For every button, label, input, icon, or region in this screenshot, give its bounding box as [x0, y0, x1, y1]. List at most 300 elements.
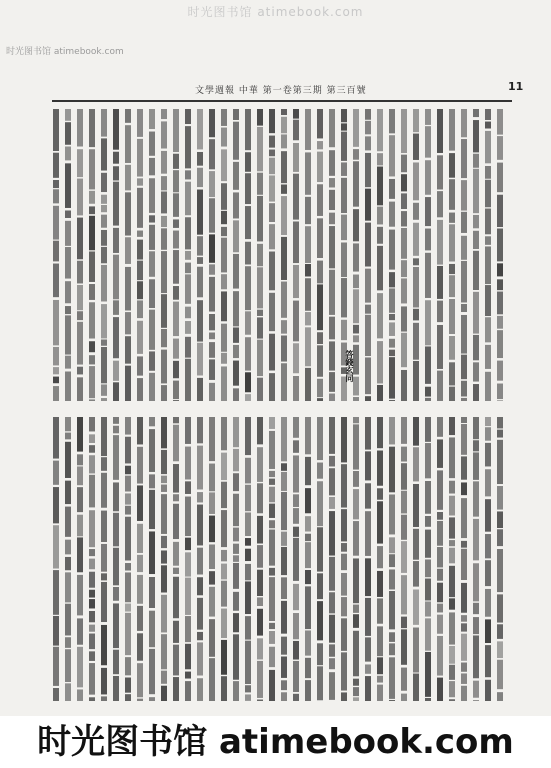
- text-glyph-run: [389, 400, 395, 401]
- text-glyph-run: [341, 242, 347, 277]
- text-glyph-run: [209, 264, 215, 274]
- text-glyph-run: [389, 322, 395, 336]
- text-glyph-run: [353, 149, 359, 160]
- text-glyph-run: [461, 381, 467, 397]
- text-glyph-run: [473, 362, 479, 381]
- text-glyph-run: [161, 216, 167, 227]
- text-glyph-run: [269, 203, 275, 222]
- text-glyph-run: [77, 454, 83, 465]
- text-glyph-run: [65, 557, 71, 570]
- text-glyph-run: [437, 470, 443, 509]
- text-glyph-run: [113, 300, 119, 315]
- text-glyph-run: [281, 547, 287, 575]
- text-glyph-run: [89, 625, 95, 632]
- text-glyph-run: [209, 516, 215, 543]
- text-glyph-run: [65, 507, 71, 537]
- text-glyph-run: [185, 263, 191, 274]
- text-glyph-run: [113, 255, 119, 300]
- text-glyph-run: [77, 647, 83, 688]
- text-glyph-run: [233, 345, 239, 358]
- text-glyph-run: [293, 455, 299, 492]
- text-glyph-run: [329, 672, 335, 700]
- text-glyph-run: [497, 316, 503, 329]
- text-glyph-run: [233, 449, 239, 471]
- text-glyph-run: [341, 162, 347, 176]
- text-glyph-run: [77, 466, 83, 485]
- text-glyph-run: [257, 609, 263, 636]
- text-glyph-run: [209, 658, 215, 701]
- text-glyph-run: [449, 540, 455, 546]
- text-glyph-run: [425, 253, 431, 298]
- text-glyph-run: [353, 209, 359, 241]
- text-glyph-run: [269, 158, 275, 175]
- text-glyph-run: [197, 109, 203, 149]
- text-glyph-run: [437, 583, 443, 603]
- text-glyph-run: [125, 694, 131, 701]
- text-glyph-run: [449, 612, 455, 644]
- text-glyph-run: [365, 153, 371, 187]
- text-glyph-run: [233, 122, 239, 160]
- text-glyph-run: [209, 619, 215, 657]
- text-glyph-run: [137, 378, 143, 401]
- text-glyph-run: [137, 663, 143, 697]
- text-glyph-run: [149, 490, 155, 529]
- text-glyph-run: [185, 321, 191, 334]
- text-glyph-run: [137, 633, 143, 660]
- text-glyph-run: [77, 575, 83, 616]
- text-glyph-run: [125, 506, 131, 515]
- text-glyph-run: [293, 265, 299, 298]
- text-glyph-run: [281, 472, 287, 491]
- text-glyph-run: [497, 430, 503, 438]
- text-glyph-run: [89, 651, 95, 661]
- text-glyph-run: [425, 346, 431, 383]
- text-glyph-run: [173, 302, 179, 337]
- text-glyph-run: [53, 180, 59, 188]
- text-glyph-run: [53, 241, 59, 262]
- text-glyph-run: [425, 559, 431, 577]
- text-glyph-run: [101, 457, 107, 471]
- text-glyph-run: [437, 301, 443, 323]
- text-glyph-run: [305, 152, 311, 194]
- text-glyph-run: [221, 510, 227, 547]
- bottom-watermark-text: 时光图书馆 atimebook.com: [37, 722, 514, 762]
- text-glyph-run: [125, 312, 131, 334]
- text-glyph-run: [149, 279, 155, 308]
- text-glyph-run: [233, 528, 239, 542]
- text-glyph-run: [497, 384, 503, 400]
- text-glyph-run: [449, 299, 455, 334]
- text-glyph-run: [125, 417, 131, 435]
- text-glyph-run: [449, 566, 455, 597]
- text-glyph-run: [125, 267, 131, 311]
- text-glyph-run: [413, 267, 419, 307]
- text-glyph-run: [341, 278, 347, 317]
- text-glyph-run: [185, 644, 191, 669]
- text-glyph-run: [269, 136, 275, 148]
- text-glyph-run: [269, 487, 275, 503]
- text-glyph-run: [245, 512, 251, 536]
- text-glyph-run: [449, 548, 455, 564]
- text-glyph-run: [209, 314, 215, 330]
- text-glyph-run: [173, 417, 179, 423]
- text-glyph-run: [341, 652, 347, 690]
- text-glyph-run: [365, 357, 371, 394]
- running-header: 文學週報 中華 第一卷第三期 第三百號: [195, 86, 367, 96]
- text-glyph-run: [53, 377, 59, 384]
- text-glyph-run: [173, 494, 179, 501]
- text-glyph-run: [89, 216, 95, 251]
- text-glyph-run: [233, 220, 239, 252]
- text-glyph-run: [245, 266, 251, 310]
- text-glyph-run: [365, 417, 371, 450]
- text-glyph-run: [137, 109, 143, 137]
- text-glyph-run: [113, 650, 119, 674]
- text-glyph-run: [77, 149, 83, 177]
- text-glyph-run: [89, 455, 95, 473]
- text-glyph-run: [473, 120, 479, 152]
- text-glyph-run: [281, 282, 287, 318]
- text-glyph-run: [101, 265, 107, 302]
- text-glyph-run: [113, 676, 119, 701]
- text-glyph-run: [185, 217, 191, 249]
- text-glyph-run: [317, 643, 323, 665]
- text-glyph-run: [209, 109, 215, 137]
- text-glyph-run: [77, 377, 83, 401]
- text-glyph-run: [305, 457, 311, 485]
- text-glyph-run: [389, 537, 395, 553]
- text-glyph-run: [161, 550, 167, 563]
- text-glyph-run: [65, 481, 71, 504]
- text-glyph-run: [269, 175, 275, 201]
- text-glyph-run: [377, 109, 383, 151]
- text-glyph-run: [233, 544, 239, 554]
- text-glyph-run: [425, 417, 431, 442]
- text-glyph-run: [89, 434, 95, 443]
- vertical-text-lines: [52, 105, 512, 705]
- text-glyph-run: [245, 417, 251, 455]
- text-glyph-run: [257, 196, 263, 242]
- text-glyph-run: [173, 219, 179, 227]
- text-glyph-run: [137, 188, 143, 228]
- text-glyph-run: [197, 343, 203, 376]
- text-glyph-run: [113, 435, 119, 480]
- text-glyph-run: [437, 615, 443, 634]
- text-glyph-run: [101, 696, 107, 701]
- text-glyph-run: [413, 134, 419, 160]
- text-glyph-run: [221, 274, 227, 289]
- text-glyph-run: [305, 542, 311, 568]
- text-glyph-run: [437, 678, 443, 701]
- text-glyph-run: [89, 366, 95, 398]
- text-glyph-run: [125, 237, 131, 264]
- text-glyph-run: [209, 234, 215, 262]
- text-glyph-run: [65, 221, 71, 246]
- text-glyph-run: [461, 482, 467, 495]
- text-glyph-run: [221, 128, 227, 147]
- text-glyph-run: [305, 516, 311, 531]
- text-glyph-run: [485, 345, 491, 369]
- text-glyph-run: [485, 589, 491, 617]
- text-glyph-run: [473, 251, 479, 290]
- text-glyph-run: [65, 433, 71, 440]
- text-glyph-run: [269, 471, 275, 477]
- text-glyph-run: [329, 150, 335, 176]
- text-glyph-run: [425, 398, 431, 401]
- text-glyph-run: [365, 637, 371, 661]
- text-glyph-run: [329, 511, 335, 555]
- text-glyph-run: [413, 674, 419, 701]
- text-glyph-run: [65, 604, 71, 636]
- text-glyph-run: [173, 286, 179, 300]
- text-glyph-run: [281, 184, 287, 193]
- text-glyph-run: [437, 325, 443, 369]
- text-glyph-run: [245, 538, 251, 546]
- text-glyph-run: [317, 601, 323, 640]
- text-glyph-run: [293, 641, 299, 660]
- text-glyph-run: [173, 504, 179, 539]
- text-glyph-run: [233, 473, 239, 491]
- text-glyph-run: [389, 350, 395, 356]
- text-glyph-run: [257, 317, 263, 338]
- text-glyph-run: [233, 254, 239, 289]
- text-glyph-run: [173, 170, 179, 192]
- text-glyph-run: [341, 132, 347, 161]
- text-glyph-run: [305, 680, 311, 701]
- text-glyph-run: [53, 189, 59, 203]
- text-glyph-run: [173, 568, 179, 574]
- text-glyph-run: [377, 246, 383, 290]
- text-glyph-run: [473, 452, 479, 479]
- text-glyph-run: [53, 647, 59, 686]
- text-glyph-run: [281, 656, 287, 677]
- text-glyph-run: [461, 315, 467, 354]
- text-glyph-run: [293, 584, 299, 610]
- text-glyph-run: [401, 541, 407, 573]
- text-glyph-run: [401, 333, 407, 367]
- text-glyph-run: [185, 109, 191, 124]
- text-glyph-run: [341, 618, 347, 651]
- text-glyph-run: [353, 605, 359, 613]
- text-glyph-run: [293, 109, 299, 119]
- text-glyph-run: [89, 149, 95, 189]
- text-glyph-run: [77, 618, 83, 644]
- text-glyph-run: [257, 483, 263, 513]
- text-glyph-run: [497, 660, 503, 689]
- text-glyph-run: [485, 317, 491, 342]
- text-glyph-run: [389, 591, 395, 629]
- text-glyph-run: [281, 196, 287, 235]
- text-glyph-run: [149, 611, 155, 648]
- text-glyph-run: [281, 335, 287, 361]
- text-glyph-run: [173, 154, 179, 169]
- text-glyph-run: [137, 240, 143, 260]
- text-glyph-run: [353, 424, 359, 469]
- text-glyph-run: [317, 463, 323, 479]
- text-glyph-run: [413, 447, 419, 481]
- text-glyph-run: [77, 285, 83, 310]
- text-glyph-run: [461, 304, 467, 312]
- text-glyph-run: [293, 143, 299, 172]
- text-glyph-run: [233, 291, 239, 326]
- text-glyph-run: [245, 242, 251, 265]
- text-glyph-run: [161, 671, 167, 684]
- text-glyph-run: [401, 617, 407, 629]
- text-glyph-run: [365, 136, 371, 150]
- text-glyph-run: [437, 155, 443, 189]
- text-glyph-run: [101, 347, 107, 383]
- text-glyph-run: [329, 109, 335, 147]
- text-glyph-run: [65, 210, 71, 217]
- text-glyph-run: [53, 386, 59, 401]
- text-glyph-run: [449, 264, 455, 274]
- text-glyph-run: [113, 109, 119, 150]
- text-glyph-run: [173, 542, 179, 566]
- text-glyph-run: [305, 570, 311, 584]
- text-glyph-run: [257, 173, 263, 195]
- text-glyph-run: [161, 228, 167, 249]
- text-glyph-run: [401, 447, 407, 462]
- text-glyph-run: [269, 577, 275, 621]
- text-glyph-run: [197, 678, 203, 701]
- text-glyph-run: [101, 230, 107, 246]
- text-glyph-run: [317, 218, 323, 258]
- text-glyph-run: [413, 162, 419, 200]
- text-glyph-run: [329, 213, 335, 225]
- text-glyph-run: [161, 151, 167, 174]
- text-glyph-run: [197, 257, 203, 264]
- text-glyph-run: [413, 309, 419, 321]
- text-glyph-run: [149, 351, 155, 370]
- text-glyph-run: [269, 504, 275, 518]
- text-glyph-run: [401, 668, 407, 691]
- text-glyph-run: [305, 534, 311, 541]
- text-glyph-run: [269, 417, 275, 429]
- text-glyph-run: [449, 598, 455, 609]
- text-glyph-run: [89, 302, 95, 338]
- text-glyph-run: [185, 672, 191, 679]
- text-glyph-run: [125, 517, 131, 561]
- text-glyph-run: [125, 109, 131, 123]
- text-glyph-run: [245, 616, 251, 639]
- text-glyph-run: [233, 555, 239, 562]
- text-glyph-run: [377, 657, 383, 674]
- text-glyph-run: [461, 456, 467, 479]
- text-glyph-run: [281, 463, 287, 471]
- text-glyph-run: [305, 658, 311, 678]
- text-glyph-run: [125, 613, 131, 655]
- text-glyph-run: [341, 573, 347, 596]
- text-glyph-run: [437, 220, 443, 265]
- text-glyph-run: [413, 417, 419, 446]
- text-glyph-run: [209, 342, 215, 358]
- text-glyph-run: [413, 258, 419, 265]
- text-glyph-run: [137, 699, 143, 701]
- text-glyph-run: [221, 417, 227, 450]
- text-glyph-run: [365, 451, 371, 480]
- text-glyph-run: [101, 215, 107, 228]
- text-glyph-run: [293, 174, 299, 220]
- text-glyph-run: [89, 399, 95, 401]
- text-glyph-run: [353, 161, 359, 206]
- text-glyph-run: [65, 306, 71, 314]
- text-glyph-run: [149, 649, 155, 694]
- text-glyph-run: [233, 388, 239, 401]
- text-glyph-run: [281, 532, 287, 546]
- text-glyph-run: [413, 109, 419, 132]
- text-glyph-run: [65, 540, 71, 555]
- text-glyph-run: [257, 545, 263, 568]
- text-glyph-run: [485, 680, 491, 701]
- text-glyph-run: [497, 279, 503, 290]
- text-glyph-run: [329, 394, 335, 401]
- text-glyph-run: [473, 440, 479, 451]
- text-glyph-run: [221, 211, 227, 224]
- text-glyph-run: [377, 676, 383, 683]
- text-glyph-run: [317, 527, 323, 571]
- text-glyph-run: [101, 339, 107, 345]
- text-glyph-run: [161, 109, 167, 119]
- text-glyph-run: [485, 109, 491, 120]
- text-glyph-run: [77, 179, 83, 216]
- text-glyph-run: [209, 587, 215, 617]
- text-glyph-run: [257, 516, 263, 544]
- text-glyph-run: [353, 631, 359, 677]
- text-glyph-run: [245, 581, 251, 614]
- text-glyph-run: [365, 676, 371, 701]
- text-glyph-run: [389, 272, 395, 287]
- text-glyph-run: [461, 498, 467, 538]
- text-glyph-run: [101, 205, 107, 212]
- text-glyph-run: [389, 109, 395, 133]
- text-glyph-run: [341, 597, 347, 616]
- text-glyph-run: [497, 109, 503, 135]
- text-glyph-run: [425, 601, 431, 616]
- text-glyph-run: [281, 134, 287, 148]
- text-glyph-run: [137, 261, 143, 281]
- article-title: 答錢玄同: [345, 350, 354, 382]
- text-glyph-run: [233, 361, 239, 386]
- text-glyph-run: [245, 173, 251, 204]
- text-glyph-run: [221, 609, 227, 638]
- text-glyph-run: [281, 109, 287, 115]
- text-glyph-run: [89, 599, 95, 608]
- text-glyph-run: [305, 586, 311, 629]
- text-glyph-run: [329, 615, 335, 643]
- text-glyph-run: [281, 492, 287, 530]
- text-glyph-run: [401, 109, 407, 153]
- text-glyph-run: [425, 481, 431, 514]
- text-glyph-run: [101, 109, 107, 137]
- text-glyph-run: [329, 468, 335, 495]
- text-glyph-run: [401, 515, 407, 540]
- text-glyph-run: [221, 676, 227, 701]
- text-glyph-run: [377, 598, 383, 623]
- text-glyph-run: [89, 697, 95, 701]
- text-glyph-run: [137, 321, 143, 354]
- text-glyph-run: [317, 261, 323, 284]
- text-glyph-run: [173, 645, 179, 676]
- text-glyph-run: [437, 191, 443, 217]
- text-glyph-run: [401, 278, 407, 303]
- text-glyph-run: [497, 624, 503, 639]
- text-glyph-run: [377, 685, 383, 701]
- text-glyph-run: [221, 149, 227, 181]
- text-glyph-run: [161, 329, 167, 347]
- text-glyph-run: [209, 383, 215, 401]
- text-glyph-run: [317, 398, 323, 401]
- text-glyph-run: [233, 634, 239, 679]
